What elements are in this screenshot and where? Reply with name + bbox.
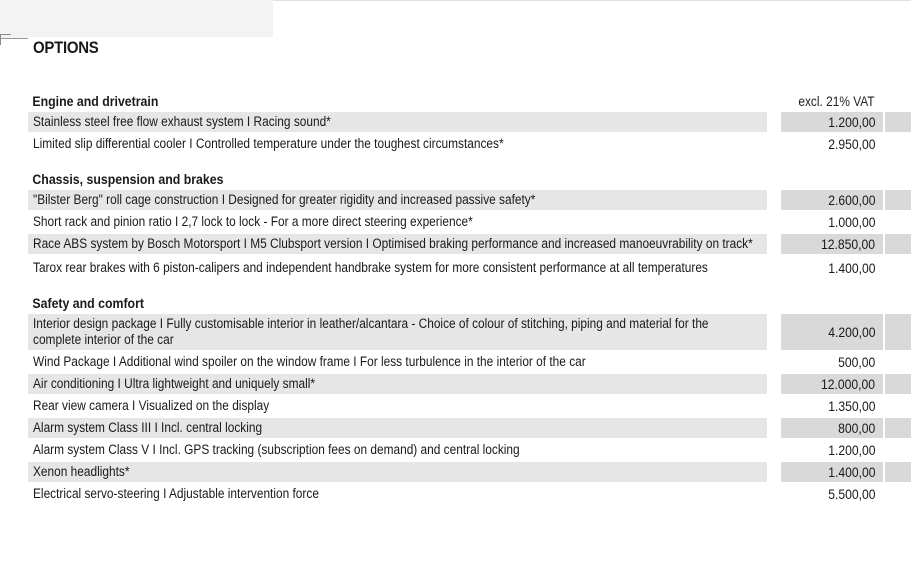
option-extra-cell (885, 212, 911, 232)
option-price: 2.600,00 (781, 190, 883, 210)
option-description: Wind Package I Additional wind spoiler on the window frame I For less turbulence in the interior of the car (33, 354, 586, 369)
option-row (28, 396, 911, 416)
option-price: 1.200,00 (827, 442, 876, 458)
section-header (28, 90, 911, 112)
option-price: 4.200,00 (781, 314, 883, 350)
section-title: Engine and drivetrain (32, 93, 159, 109)
option-row (28, 314, 911, 350)
option-extra-cell (885, 112, 911, 132)
option-description: Alarm system Class III I Incl. central locking (28, 418, 767, 438)
option-description: Electrical servo-steering I Adjustable intervention force (33, 486, 319, 501)
option-price: 800,00 (781, 418, 883, 438)
option-extra-cell (885, 396, 911, 416)
option-row (28, 374, 911, 394)
option-extra-cell (885, 258, 911, 278)
option-price: 1.400,00 (781, 462, 883, 482)
option-row (28, 112, 911, 132)
section-title: Chassis, suspension and brakes (32, 171, 224, 187)
option-row (28, 134, 911, 154)
options-document (28, 37, 911, 577)
option-price: 5.500,00 (827, 486, 876, 502)
option-price: 1.200,00 (781, 112, 883, 132)
option-extra-cell (885, 462, 911, 482)
vat-label: excl. 21% VAT (798, 93, 875, 109)
option-description: Stainless steel free flow exhaust system I Racing sound* (28, 112, 767, 132)
option-row (28, 462, 911, 482)
section-gap (28, 280, 911, 292)
option-price: 1.000,00 (827, 214, 876, 230)
section-title: Safety and comfort (32, 295, 144, 311)
option-description: "Bilster Berg" roll cage construction I Designed for greater rigidity and increased passive safety* (28, 190, 767, 210)
section-header (28, 292, 911, 314)
option-row (28, 234, 911, 254)
option-description: Race ABS system by Bosch Motorsport I M5 Clubsport version I Optimised braking performance and increased manoeuvrability on track* (28, 234, 767, 254)
option-row (28, 484, 911, 504)
option-extra-cell (885, 440, 911, 460)
option-row (28, 352, 911, 372)
option-extra-cell (885, 134, 911, 154)
option-extra-cell (885, 418, 911, 438)
option-description: Short rack and pinion ratio I 2,7 lock to lock - For a more direct steering experience* (33, 214, 473, 229)
option-row (28, 258, 911, 278)
section-gap (28, 156, 911, 168)
option-extra-cell (885, 314, 911, 350)
option-row (28, 418, 911, 438)
option-row (28, 212, 911, 232)
option-description: Alarm system Class V I Incl. GPS tracking (subscription fees on demand) and central locking (33, 442, 520, 457)
option-description: Xenon headlights* (28, 462, 767, 482)
option-price: 12.000,00 (781, 374, 883, 394)
page-corner-marker (0, 34, 11, 45)
option-price: 500,00 (837, 354, 876, 370)
option-price: 1.400,00 (827, 260, 876, 276)
option-description: Limited slip differential cooler I Controlled temperature under the toughest circumstances* (33, 136, 504, 151)
option-description: Air conditioning I Ultra lightweight and uniquely small* (28, 374, 767, 394)
option-description: Interior design package I Fully customisable interior in leather/alcantara - Choice of colour of stitching, piping and material for the complete interior of the car (28, 314, 767, 350)
option-row (28, 440, 911, 460)
option-row (28, 190, 911, 210)
option-extra-cell (885, 234, 911, 254)
option-price: 1.350,00 (827, 398, 876, 414)
option-description: Rear view camera I Visualized on the display (33, 398, 270, 413)
option-price: 2.950,00 (827, 136, 876, 152)
top-panel (273, 0, 911, 37)
section-header (28, 168, 911, 190)
window-top-bar (0, 0, 911, 39)
options-sections (28, 90, 911, 506)
option-extra-cell (885, 484, 911, 504)
option-extra-cell (885, 352, 911, 372)
page-title: OPTIONS (33, 38, 99, 57)
option-extra-cell (885, 374, 911, 394)
option-extra-cell (885, 190, 911, 210)
option-price: 12.850,00 (781, 234, 883, 254)
option-description: Tarox rear brakes with 6 piston-calipers and independent handbrake system for more consistent performance at all temperatures (33, 260, 708, 275)
